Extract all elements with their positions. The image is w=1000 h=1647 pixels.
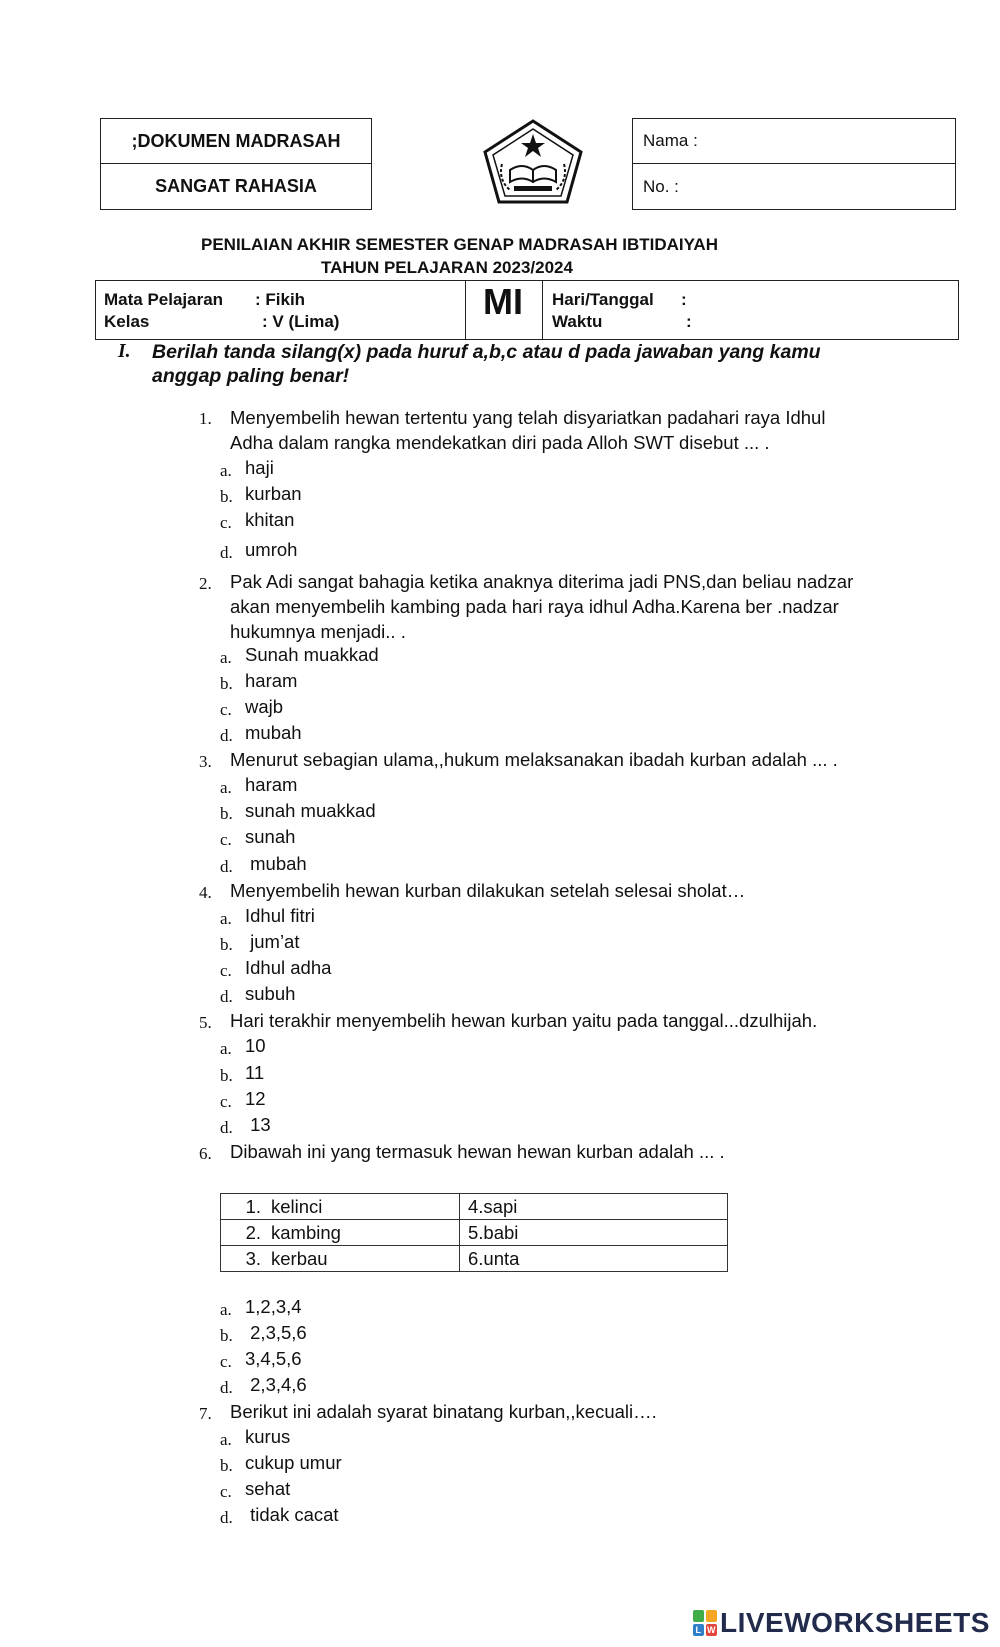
option-letter[interactable]: c. — [220, 1092, 232, 1111]
liveworksheets-watermark — [693, 1607, 990, 1639]
option-letter[interactable]: d. — [220, 1118, 233, 1137]
logo-letter-w: W — [707, 1625, 716, 1635]
option-letter[interactable]: a. — [220, 648, 232, 667]
info-divider-right — [542, 281, 543, 339]
ministry-emblem-icon — [480, 118, 586, 208]
table-cell — [221, 1220, 460, 1246]
question-line: Adha dalam rangka mendekatkan diri pada Alloh SWT disebut ... . — [230, 432, 770, 453]
question-number: 5. — [199, 1013, 212, 1032]
option-letter[interactable]: d. — [220, 1508, 233, 1527]
row-number: 1. — [245, 1195, 261, 1217]
animal-name: kerbau — [271, 1247, 328, 1269]
question-line: akan menyembelih kambing pada hari raya idhul Adha.Karena ber .nadzar — [230, 596, 839, 617]
date-value[interactable]: : — [681, 290, 687, 309]
question-text — [230, 1139, 725, 1164]
question-line: Pak Adi sangat bahagia ketika anaknya diterima jadi PNS,dan beliau nadzar — [230, 571, 854, 592]
option-letter[interactable]: b. — [220, 674, 233, 693]
table-cell — [221, 1194, 460, 1220]
option-text[interactable]: haram — [245, 774, 298, 795]
option-letter[interactable]: c. — [220, 700, 232, 719]
table-row — [221, 1194, 728, 1220]
number-field[interactable] — [632, 163, 956, 210]
option-letter[interactable]: a. — [220, 461, 232, 480]
question-text — [230, 878, 745, 903]
animal-choice-table — [220, 1193, 728, 1272]
option-letter[interactable]: b. — [220, 804, 233, 823]
date-label: Hari/Tanggal — [552, 290, 654, 309]
subject-value: : Fikih — [255, 290, 306, 309]
question-text — [230, 405, 825, 455]
number-label: No. : — [643, 176, 679, 196]
option-text[interactable]: 1,2,3,4 — [245, 1296, 302, 1317]
table-row — [221, 1246, 728, 1272]
option-text[interactable]: kurban — [245, 483, 302, 504]
option-letter[interactable]: b. — [220, 1326, 233, 1345]
option-text[interactable]: wajb — [245, 696, 284, 717]
question-text — [230, 747, 838, 772]
exam-info-table — [95, 280, 959, 340]
question-number: 3. — [199, 752, 212, 771]
option-text[interactable]: 2,3,4,6 — [245, 1374, 307, 1395]
table-cell: 5.babi — [460, 1220, 728, 1246]
table-cell — [221, 1246, 460, 1272]
option-text[interactable]: sunah — [245, 826, 296, 847]
question-number: 7. — [199, 1404, 212, 1423]
option-text[interactable]: 10 — [245, 1035, 266, 1056]
question-line: Menurut sebagian ulama,,hukum melaksanakan ibadah kurban adalah ... . — [230, 749, 838, 770]
option-text[interactable]: Sunah muakkad — [245, 644, 379, 665]
option-letter[interactable]: a. — [220, 909, 232, 928]
question-number: 2. — [199, 574, 212, 593]
exam-title: PENILAIAN AKHIR SEMESTER GENAP MADRASAH IBTIDAIYAH — [201, 235, 718, 254]
question-number: 1. — [199, 409, 212, 428]
option-letter[interactable]: c. — [220, 513, 232, 532]
option-letter[interactable]: c. — [220, 830, 232, 849]
option-text[interactable]: haram — [245, 670, 298, 691]
animal-name: kelinci — [271, 1195, 323, 1217]
option-letter[interactable]: b. — [220, 935, 233, 954]
row-number: 2. — [245, 1221, 261, 1243]
liveworksheets-logo-icon — [693, 1610, 717, 1636]
option-text[interactable]: tidak cacat — [245, 1504, 339, 1525]
question-line: hukumnya menjadi.. . — [230, 621, 406, 642]
question-text — [230, 1399, 657, 1424]
logo-letter-l: L — [695, 1625, 702, 1635]
name-label: Nama : — [643, 131, 698, 150]
option-letter[interactable]: d. — [220, 543, 233, 562]
question-number: 4. — [199, 883, 212, 902]
option-letter[interactable]: c. — [220, 961, 232, 980]
section-number: I. — [118, 341, 131, 362]
question-line: Hari terakhir menyembelih hewan kurban yaitu pada tanggal...dzulhijah. — [230, 1010, 818, 1031]
document-type-label: ;DOKUMEN MADRASAH — [131, 130, 341, 151]
info-divider-left — [465, 281, 466, 339]
option-text[interactable]: khitan — [245, 509, 295, 530]
table-row — [221, 1220, 728, 1246]
option-letter[interactable]: c. — [220, 1352, 232, 1371]
time-label: Waktu — [552, 312, 603, 331]
header-left-bottom — [100, 163, 372, 210]
class-value: : V (Lima) — [262, 312, 340, 331]
question-line: Berikut ini adalah syarat binatang kurban,,kecuali…. — [230, 1401, 657, 1422]
option-letter[interactable]: a. — [220, 778, 232, 797]
question-line: Menyembelih hewan kurban dilakukan setelah selesai sholat… — [230, 880, 746, 901]
option-text[interactable]: cukup umur — [245, 1452, 342, 1473]
option-letter[interactable]: d. — [220, 987, 233, 1006]
instruction-line: Berilah tanda silang(x) pada huruf a,b,c atau d pada jawaban yang kamu — [152, 341, 821, 363]
option-letter[interactable]: b. — [220, 1066, 233, 1085]
option-text[interactable]: mubah — [245, 853, 307, 874]
question-text — [230, 1008, 817, 1033]
mi-label: MI — [483, 281, 523, 322]
option-letter[interactable]: b. — [220, 1456, 233, 1475]
instruction-text — [152, 340, 852, 388]
option-text[interactable]: 12 — [245, 1088, 266, 1109]
option-text[interactable]: Idhul adha — [245, 957, 332, 978]
option-letter[interactable]: a. — [220, 1039, 232, 1058]
instruction-line: anggap paling benar! — [152, 365, 350, 387]
class-label: Kelas — [104, 312, 150, 331]
option-letter[interactable]: a. — [220, 1430, 232, 1449]
question-number: 6. — [199, 1144, 212, 1163]
option-text[interactable]: Idhul fitri — [245, 905, 315, 926]
row-number: 3. — [245, 1247, 261, 1269]
option-text[interactable]: subuh — [245, 983, 296, 1004]
option-letter[interactable]: d. — [220, 726, 233, 745]
table-cell: 6.unta — [460, 1246, 728, 1272]
name-field[interactable] — [632, 118, 956, 164]
option-text[interactable]: 3,4,5,6 — [245, 1348, 302, 1369]
table-cell: 4.sapi — [460, 1194, 728, 1220]
time-value[interactable]: : — [686, 312, 692, 331]
option-letter[interactable]: d. — [220, 1378, 233, 1397]
question-text — [230, 569, 853, 644]
option-text[interactable]: mubah — [245, 722, 302, 743]
option-letter[interactable]: d. — [220, 857, 233, 876]
question-line: Menyembelih hewan tertentu yang telah disyariatkan padahari raya Idhul — [230, 407, 826, 428]
option-text[interactable]: jum’at — [245, 931, 300, 952]
option-letter[interactable]: a. — [220, 1300, 232, 1319]
option-text[interactable]: kurus — [245, 1426, 291, 1447]
option-text[interactable]: 2,3,5,6 — [245, 1322, 307, 1343]
option-letter[interactable]: b. — [220, 487, 233, 506]
watermark-text: LIVEWORKSHEETS — [720, 1607, 990, 1638]
confidential-label: SANGAT RAHASIA — [155, 176, 317, 196]
option-text[interactable]: haji — [245, 457, 274, 478]
option-text[interactable]: umroh — [245, 539, 298, 560]
option-text[interactable]: sunah muakkad — [245, 800, 376, 821]
option-text[interactable]: 11 — [245, 1062, 265, 1083]
subject-label: Mata Pelajaran — [104, 290, 224, 309]
question-line: Dibawah ini yang termasuk hewan hewan kurban adalah ... . — [230, 1141, 725, 1162]
option-text[interactable]: 13 — [245, 1114, 271, 1135]
header-left-top — [100, 118, 372, 164]
option-letter[interactable]: c. — [220, 1482, 232, 1501]
animal-name: kambing — [271, 1221, 341, 1243]
option-text[interactable]: sehat — [245, 1478, 291, 1499]
school-year: TAHUN PELAJARAN 2023/2024 — [321, 258, 573, 277]
